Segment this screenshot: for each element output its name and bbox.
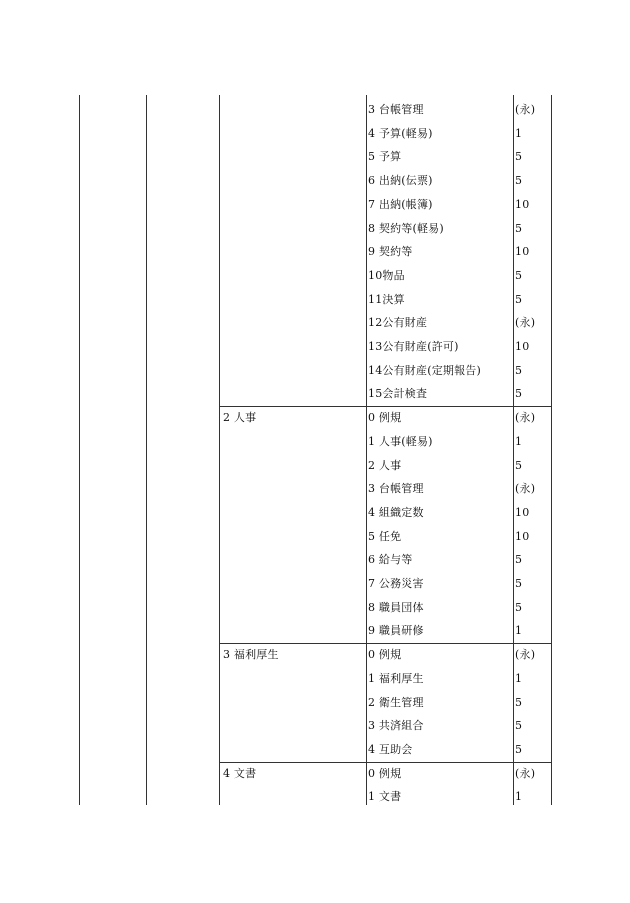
retention-period: 1 bbox=[515, 672, 523, 685]
retention-period: (永) bbox=[515, 482, 536, 495]
item-name: 0 例規 bbox=[368, 767, 402, 780]
item-name: 3 台帳管理 bbox=[368, 482, 424, 495]
retention-period: 5 bbox=[515, 553, 523, 566]
retention-period: 5 bbox=[515, 719, 523, 732]
item-name: 10物品 bbox=[368, 269, 405, 282]
item-name: 3 台帳管理 bbox=[368, 103, 424, 116]
retention-period: 10 bbox=[515, 198, 530, 211]
retention-period: (永) bbox=[515, 767, 536, 780]
column-border bbox=[219, 95, 220, 805]
item-name: 2 衛生管理 bbox=[368, 696, 424, 709]
item-name: 0 例規 bbox=[368, 648, 402, 661]
item-name: 9 契約等 bbox=[368, 245, 413, 258]
retention-period: 10 bbox=[515, 245, 530, 258]
item-name: 7 公務災害 bbox=[368, 577, 424, 590]
item-name: 4 予算(軽易) bbox=[368, 127, 433, 140]
retention-period: 1 bbox=[515, 624, 523, 637]
retention-period: (永) bbox=[515, 411, 536, 424]
item-name: 3 共済組合 bbox=[368, 719, 424, 732]
retention-period: 5 bbox=[515, 387, 523, 400]
item-name: 11決算 bbox=[368, 293, 405, 306]
category-label: 3 福利厚生 bbox=[223, 648, 279, 661]
group-separator bbox=[219, 406, 552, 407]
group-separator bbox=[219, 762, 552, 763]
retention-period: 5 bbox=[515, 222, 523, 235]
column-border bbox=[366, 95, 367, 805]
item-name: 1 文書 bbox=[368, 790, 402, 803]
item-name: 0 例規 bbox=[368, 411, 402, 424]
column-border bbox=[551, 95, 552, 805]
retention-period: 5 bbox=[515, 459, 523, 472]
retention-period: 5 bbox=[515, 150, 523, 163]
column-border bbox=[79, 95, 80, 805]
item-name: 6 出納(伝票) bbox=[368, 174, 433, 187]
retention-period: 10 bbox=[515, 340, 530, 353]
category-label: 4 文書 bbox=[223, 767, 257, 780]
category-label: 2 人事 bbox=[223, 411, 257, 424]
item-name: 5 任免 bbox=[368, 530, 402, 543]
item-name: 2 人事 bbox=[368, 459, 402, 472]
item-name: 15会計検査 bbox=[368, 387, 428, 400]
retention-period: (永) bbox=[515, 103, 536, 116]
retention-period: 5 bbox=[515, 364, 523, 377]
item-name: 9 職員研修 bbox=[368, 624, 424, 637]
column-border bbox=[146, 95, 147, 805]
retention-period: 1 bbox=[515, 435, 523, 448]
item-name: 4 互助会 bbox=[368, 743, 413, 756]
retention-period: 1 bbox=[515, 127, 523, 140]
group-separator bbox=[219, 643, 552, 644]
retention-period: 5 bbox=[515, 743, 523, 756]
retention-period: 1 bbox=[515, 790, 523, 803]
retention-period: (永) bbox=[515, 316, 536, 329]
item-name: 7 出納(帳簿) bbox=[368, 198, 433, 211]
item-name: 13公有財産(許可) bbox=[368, 340, 459, 353]
item-name: 1 福利厚生 bbox=[368, 672, 424, 685]
item-name: 8 職員団体 bbox=[368, 601, 424, 614]
item-name: 4 組織定数 bbox=[368, 506, 424, 519]
retention-period: 10 bbox=[515, 530, 530, 543]
item-name: 14公有財産(定期報告) bbox=[368, 364, 481, 377]
item-name: 1 人事(軽易) bbox=[368, 435, 433, 448]
column-border bbox=[513, 95, 514, 805]
retention-period: 5 bbox=[515, 601, 523, 614]
item-name: 12公有財産 bbox=[368, 316, 428, 329]
retention-period: (永) bbox=[515, 648, 536, 661]
item-name: 5 予算 bbox=[368, 150, 402, 163]
retention-period: 5 bbox=[515, 577, 523, 590]
item-name: 6 給与等 bbox=[368, 553, 413, 566]
retention-period: 5 bbox=[515, 293, 523, 306]
retention-period: 5 bbox=[515, 696, 523, 709]
retention-period: 10 bbox=[515, 506, 530, 519]
retention-period: 5 bbox=[515, 269, 523, 282]
item-name: 8 契約等(軽易) bbox=[368, 222, 444, 235]
retention-period: 5 bbox=[515, 174, 523, 187]
